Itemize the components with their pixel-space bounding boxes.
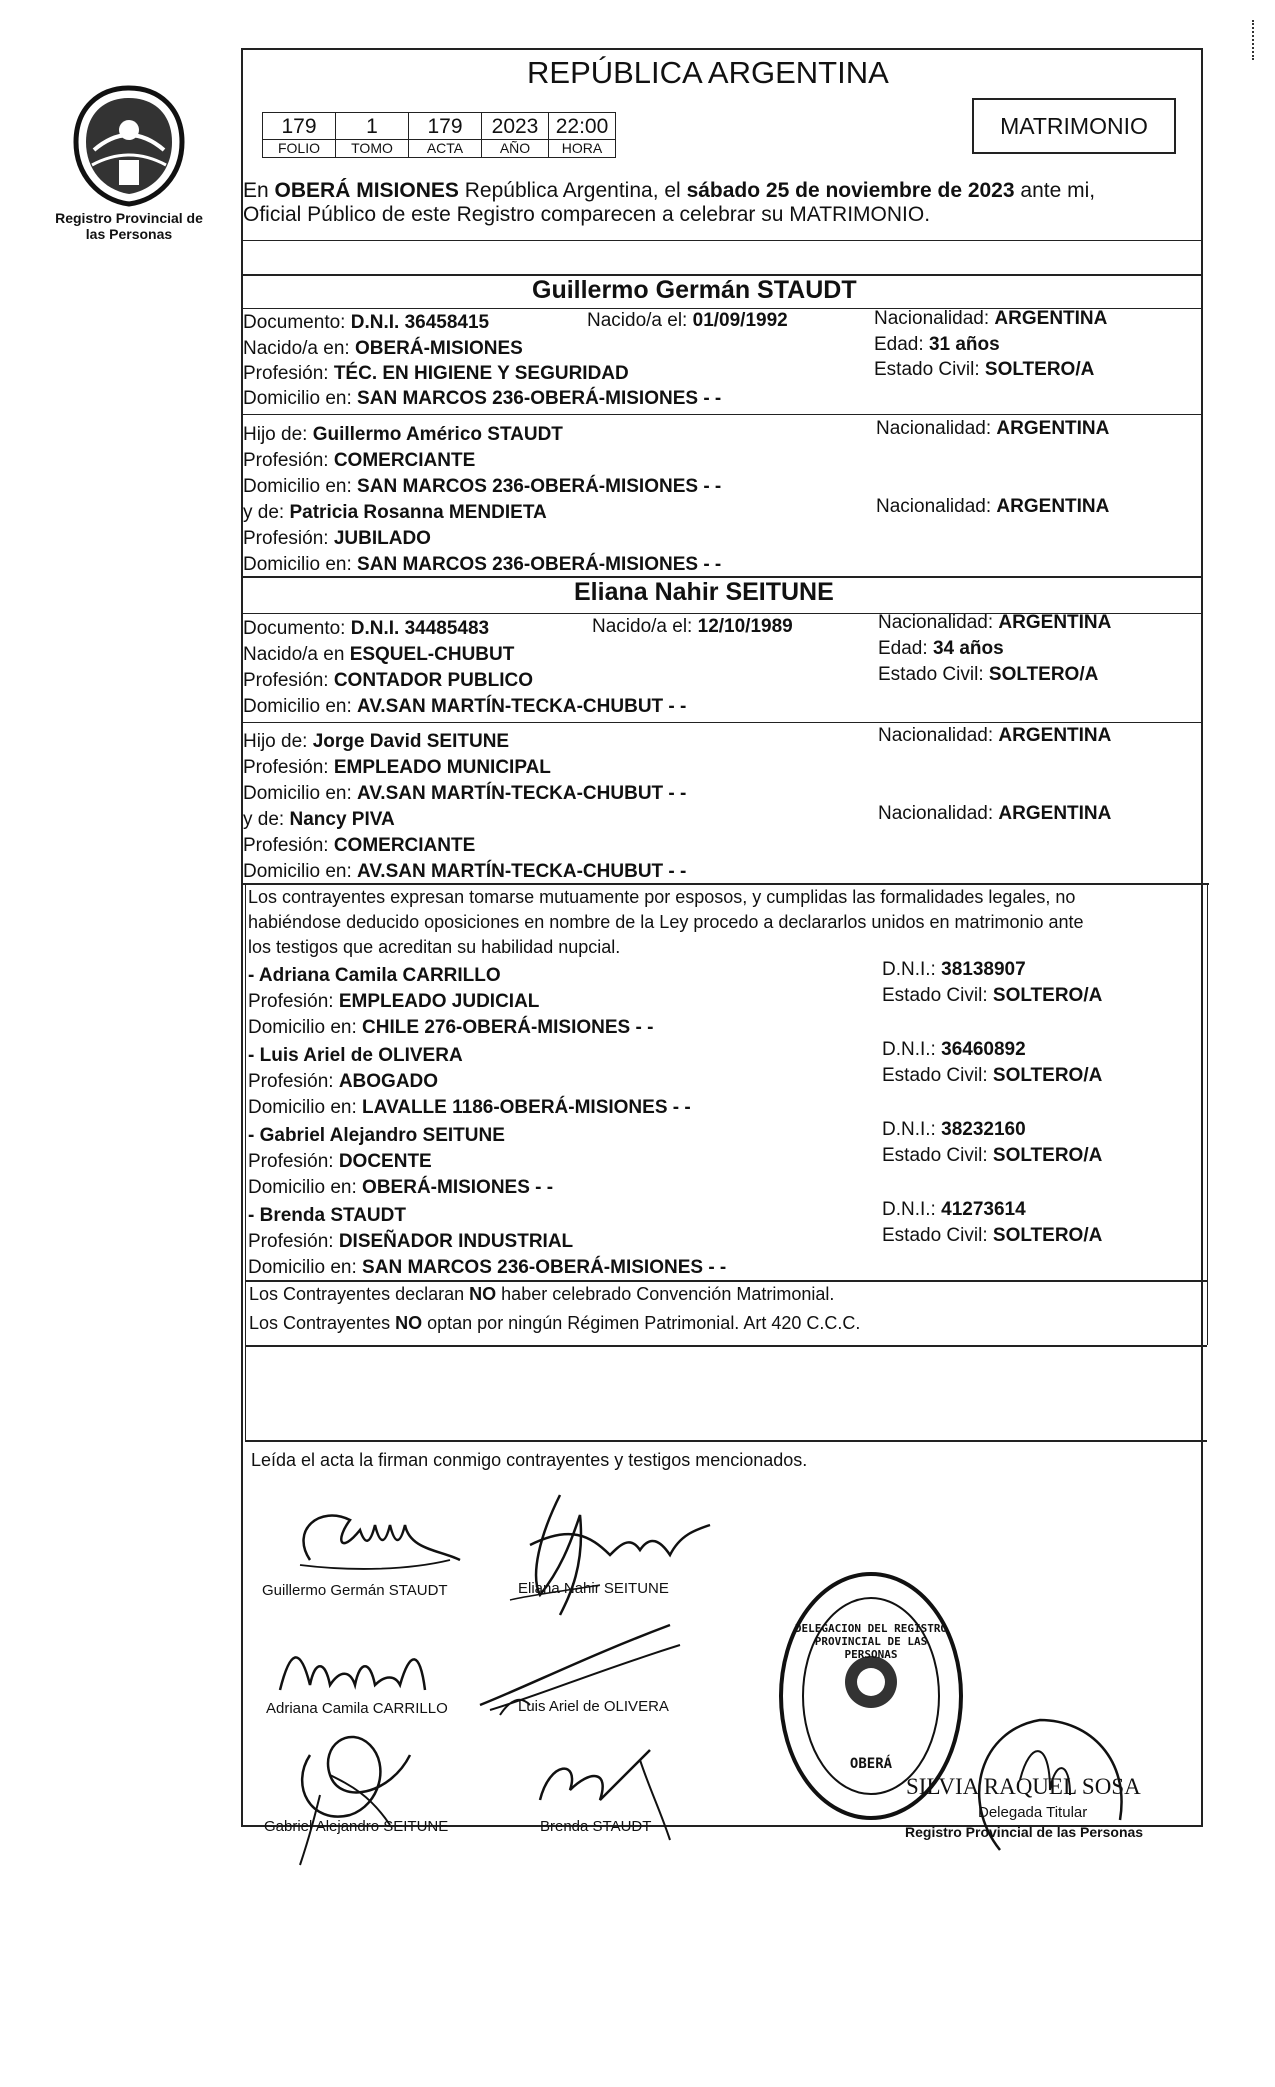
signature-2-name: Eliana Nahir SEITUNE <box>518 1580 669 1597</box>
signature-3-mark <box>260 1630 460 1710</box>
signature-3-name: Adriana Camila CARRILLO <box>266 1700 448 1717</box>
signature-5-mark <box>270 1715 450 1875</box>
witness-3-name: - Gabriel Alejandro SEITUNE <box>248 1125 505 1146</box>
witness-2-dom: Domicilio en: LAVALLE 1186-OBERÁ-MISIONES - - <box>248 1097 691 1118</box>
declaration-right-border <box>1207 883 1208 1345</box>
groom-nacionalidad: Nacionalidad: ARGENTINA <box>874 308 1108 329</box>
groom-madre-prof: Profesión: JUBILADO <box>243 528 431 549</box>
declaration-line-3: los testigos que acreditan su habilidad nupcial. <box>248 937 621 957</box>
divider-bride-parents <box>241 722 1201 723</box>
groom-name: Guillermo Germán STAUDT <box>532 276 857 304</box>
witness-3-estado: Estado Civil: SOLTERO/A <box>882 1145 1103 1166</box>
groom-padre-prof: Profesión: COMERCIANTE <box>243 450 476 471</box>
groom-domicilio: Domicilio en: SAN MARCOS 236-OBERÁ-MISIONES - - <box>243 388 722 409</box>
act-type: MATRIMONIO <box>1000 113 1148 139</box>
witness-3-dom: Domicilio en: OBERÁ-MISIONES - - <box>248 1177 554 1198</box>
witness-1-dni: D.N.I.: 38138907 <box>882 959 1026 980</box>
witness-2-dni: D.N.I.: 36460892 <box>882 1039 1026 1060</box>
bride-estado: Estado Civil: SOLTERO/A <box>878 664 1099 685</box>
bride-profesion: Profesión: CONTADOR PUBLICO <box>243 670 533 691</box>
groom-documento: Documento: D.N.I. 36458415 <box>243 312 490 333</box>
intro-date: sábado 25 de noviembre de 2023 <box>686 179 1015 202</box>
folio-value: 179 <box>262 112 336 140</box>
tomo-label: TOMO <box>335 140 409 158</box>
bride-padre-dom: Domicilio en: AV.SAN MARTÍN-TECKA-CHUBUT - - <box>243 783 687 804</box>
witness-4-prof: Profesión: DISEÑADOR INDUSTRIAL <box>248 1231 574 1252</box>
intro-line-2: Oficial Público de este Registro comparecen a celebrar su MATRIMONIO. <box>243 203 931 226</box>
ano-value: 2023 <box>481 112 549 140</box>
bride-nacionalidad: Nacionalidad: ARGENTINA <box>878 612 1112 633</box>
folio-label: FOLIO <box>262 140 336 158</box>
signature-2-mark <box>500 1475 720 1625</box>
groom-estado: Estado Civil: SOLTERO/A <box>874 359 1095 380</box>
witness-3-prof: Profesión: DOCENTE <box>248 1151 432 1172</box>
declaration-line-1: Los contrayentes expresan tomarse mutuamente por esposos, y cumplidas las formalidades legales, no <box>248 887 1076 907</box>
witness-4-dom: Domicilio en: SAN MARCOS 236-OBERÁ-MISIONES - - <box>248 1257 727 1278</box>
hora-label: HORA <box>548 140 616 158</box>
bride-madre: y de: Nancy PIVA <box>243 809 395 830</box>
witness-4-dni: D.N.I.: 41273614 <box>882 1199 1026 1220</box>
groom-profesion: Profesión: TÉC. EN HIGIENE Y SEGURIDAD <box>243 363 629 384</box>
crest-icon <box>64 80 194 210</box>
groom-madre-dom: Domicilio en: SAN MARCOS 236-OBERÁ-MISIONES - - <box>243 554 722 575</box>
bride-madre-prof: Profesión: COMERCIANTE <box>243 835 476 856</box>
groom-madre-nac: Nacionalidad: ARGENTINA <box>876 496 1110 517</box>
bride-madre-dom: Domicilio en: AV.SAN MARTÍN-TECKA-CHUBUT - - <box>243 861 687 882</box>
divider-declaration <box>241 883 1209 885</box>
registry-label: Registro Provincial de las Personas <box>55 210 203 242</box>
declaration-line-2: habiéndose deducido oposiciones en nombre de la Ley procedo a declararlos unidos en matrimonio ante <box>248 912 1084 932</box>
margin-marks <box>1252 20 1258 60</box>
witness-2-name: - Luis Ariel de OLIVERA <box>248 1045 463 1066</box>
declaration-left-border <box>245 883 246 1345</box>
divider-closing <box>245 1440 1207 1442</box>
bride-padre-prof: Profesión: EMPLEADO MUNICIPAL <box>243 757 551 778</box>
groom-madre: y de: Patricia Rosanna MENDIETA <box>243 502 547 523</box>
ano-label: AÑO <box>481 140 549 158</box>
witness-1-prof: Profesión: EMPLEADO JUDICIAL <box>248 991 540 1012</box>
witness-2-estado: Estado Civil: SOLTERO/A <box>882 1065 1103 1086</box>
witness-4-estado: Estado Civil: SOLTERO/A <box>882 1225 1103 1246</box>
country-title: REPÚBLICA ARGENTINA <box>527 55 889 90</box>
official-office: Registro Provincial de las Personas <box>905 1824 1144 1840</box>
groom-nacido-en: Nacido/a en: OBERÁ-MISIONES <box>243 338 523 359</box>
divider-intro <box>241 240 1201 241</box>
bride-name: Eliana Nahir SEITUNE <box>574 578 834 606</box>
groom-padre-dom: Domicilio en: SAN MARCOS 236-OBERÁ-MISIONES - - <box>243 476 722 497</box>
groom-edad: Edad: 31 años <box>874 334 1000 355</box>
bride-padre: Hijo de: Jorge David SEITUNE <box>243 731 510 752</box>
divider-notes <box>245 1345 1207 1347</box>
notes-left-border <box>245 1345 246 1442</box>
witness-2-prof: Profesión: ABOGADO <box>248 1071 439 1092</box>
signature-6-name: Brenda STAUDT <box>540 1818 652 1835</box>
official-title: Delegada Titular <box>978 1804 1088 1821</box>
intro-place: OBERÁ MISIONES <box>274 179 459 202</box>
groom-padre: Hijo de: Guillermo Américo STAUDT <box>243 424 563 445</box>
province-crest <box>64 80 194 210</box>
intro-line-1: En OBERÁ MISIONES República Argentina, el sábado 25 de noviembre de 2023 ante mi, <box>243 179 1096 202</box>
hora-value: 22:00 <box>548 112 616 140</box>
groom-padre-nac: Nacionalidad: ARGENTINA <box>876 418 1110 439</box>
bride-documento: Documento: D.N.I. 34485483 <box>243 618 490 639</box>
act-type-box <box>972 98 1176 154</box>
bride-edad: Edad: 34 años <box>878 638 1004 659</box>
bride-nacido-en: Nacido/a en ESQUEL-CHUBUT <box>243 644 515 665</box>
groom-nacido-el: Nacido/a el: 01/09/1992 <box>587 310 788 331</box>
stamp-bottom-text: OBERÁ <box>849 1756 893 1772</box>
tomo-value: 1 <box>335 112 409 140</box>
witness-3-dni: D.N.I.: 38232160 <box>882 1119 1026 1140</box>
signature-4-name: Luis Ariel de OLIVERA <box>518 1698 669 1715</box>
divider-convention <box>245 1280 1207 1282</box>
bride-padre-nac: Nacionalidad: ARGENTINA <box>878 725 1112 746</box>
acta-value: 179 <box>408 112 482 140</box>
signature-5-name: Gabriel Alejandro SEITUNE <box>264 1818 449 1835</box>
bride-domicilio: Domicilio en: AV.SAN MARTÍN-TECKA-CHUBUT - - <box>243 696 687 717</box>
witness-4-name: - Brenda STAUDT <box>248 1205 406 1226</box>
bride-nacido-el: Nacido/a el: 12/10/1989 <box>592 616 793 637</box>
divider-groom-parents <box>241 414 1201 415</box>
witness-1-estado: Estado Civil: SOLTERO/A <box>882 985 1103 1006</box>
signature-1-name: Guillermo Germán STAUDT <box>262 1582 448 1599</box>
witness-1-name: - Adriana Camila CARRILLO <box>248 965 501 986</box>
signature-1-mark <box>280 1490 480 1590</box>
bride-madre-nac: Nacionalidad: ARGENTINA <box>878 803 1112 824</box>
acta-label: ACTA <box>408 140 482 158</box>
closing-text: Leída el acta la firman conmigo contrayentes y testigos mencionados. <box>251 1450 808 1470</box>
witness-1-dom: Domicilio en: CHILE 276-OBERÁ-MISIONES - - <box>248 1017 654 1038</box>
convention-line-2: Los Contrayentes NO optan por ningún Régimen Patrimonial. Art 420 C.C.C. <box>249 1313 861 1333</box>
convention-line-1: Los Contrayentes declaran NO haber celebrado Convención Matrimonial. <box>249 1284 835 1304</box>
stamp-ring-text: DELEGACION DEL REGISTRO PROVINCIAL DE LAS PERSONAS <box>794 1622 948 1661</box>
official-name: SILVIA RAQUEL SOSA <box>906 1774 1141 1799</box>
